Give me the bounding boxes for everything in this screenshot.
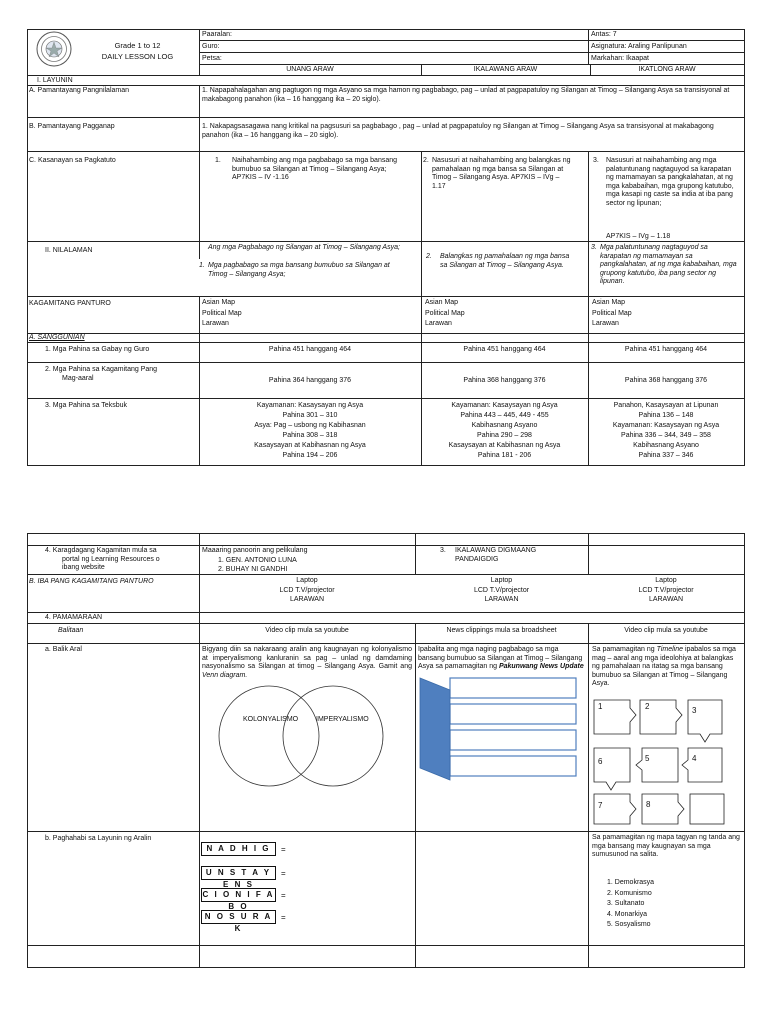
kagamitang-pang-day2: Pahina 368 hanggang 376 [463, 377, 546, 384]
scrambled-word-box: N A D H I G [201, 842, 276, 856]
iba-pang-item: Laptop [655, 577, 677, 584]
teksbuk-line: Pahina 136 – 148 [638, 412, 694, 419]
kagamitan-label: KAGAMITANG PANTURO [29, 300, 111, 307]
timeline-graphic [590, 696, 744, 826]
petsa-field[interactable]: Petsa: [202, 55, 222, 62]
paghahabi-day3-intro: Sa pamamagitan ng mapa tagyan ng tanda ang mga bansang may kaugnayan sa mga sumusunod na salita. [592, 834, 740, 858]
teksbuk-line: Kasaysayan at Kabihasnan ng Asya [448, 442, 561, 449]
guro-field[interactable]: Guro: [202, 43, 220, 50]
kagamitan-day2-item: Political Map [425, 309, 465, 317]
iba-pang-item: LCD T.V/projector [638, 586, 694, 594]
gabay-day3: Pahina 451 hanggang 464 [624, 346, 708, 353]
teksbuk-label: 3. Mga Pahina sa Teksbuk [45, 402, 127, 409]
teksbuk-line: Kayamanan: Kasaysayan ng Asya [451, 402, 558, 409]
teksbuk-line: Kayamanan: Kasaysayan ng Asya [612, 422, 720, 429]
kasanayan-day2: Nasusuri at naihahambing ang balangkas ng pamahalaan ng mga bansa sa Silangan at Timog – Silangang Asya. AP7KIS – IVg – 1.17 [432, 157, 571, 190]
nilalaman-day1-a: Ang mga Pagbabago ng Silangan at Timog – Silangang Asya; [208, 244, 400, 251]
iba-pang-item: Laptop [490, 577, 513, 584]
kasanayan-day1: Naihahambing ang mga pagbabago sa mga bansang bumubuo sa Silangan at Timog – Silangang Asya; AP7KIS – IV -1.16 [232, 157, 398, 181]
kagamitan-day3-item: Larawan [592, 320, 619, 327]
nilalaman-day3: Mga palatuntunang nagtaguyod sa karapatan ng mamamayan sa pangkalahatan, at ng mga kababaihan, mga grupong katutubo, iba pang sector ng lipunan. [600, 244, 737, 285]
teksbuk-line: Panahon, Kasaysayan at Lipunan [613, 402, 719, 409]
balik-aral-day3 [592, 646, 740, 689]
paghahabi-day3-item: 1. Demokrasya [607, 879, 655, 886]
teksbuk-day3 [588, 402, 744, 461]
karagdagang-day1-intro: Maaaring panoorin ang pelikulang [202, 547, 308, 554]
teksbuk-line: Kabihasnang Asyano [471, 422, 538, 429]
teksbuk-day2 [421, 402, 588, 461]
equals-sign: = [281, 913, 286, 922]
gabay-day2: Pahina 451 hanggang 464 [463, 346, 546, 353]
deped-seal-icon [36, 31, 72, 67]
kagamitan-day3-item: Asian Map [592, 299, 626, 306]
balik-aral-day3-text: Sa pamamagitan ng [592, 646, 657, 653]
balik-aral-day2-text: Ipabalita ang mga naging pagbabago sa mga bansang bumubuo sa Silangan at Timog – Silangang Asya sa pamamagitan ng [418, 646, 583, 670]
timeline-box-8 [642, 794, 684, 824]
balik-aral-day1 [202, 646, 412, 680]
iba-pang-item: LCD T.V/projector [473, 586, 530, 594]
iba-pang-item: LARAWAN [289, 596, 325, 603]
karagdagang-label-line: 4. Karagdagang Kagamitan mula sa [45, 547, 157, 554]
karagdagang-day2-num: 3. [440, 547, 446, 554]
venn-diagram-term: Venn diagram. [202, 671, 248, 679]
nilalaman-day2-num: 2. [426, 253, 432, 260]
teksbuk-line: Asya: Pag – usbong ng Kabihasnan [254, 422, 366, 429]
venn-right-circle [283, 686, 383, 786]
timeline-num: 7 [598, 801, 603, 810]
timeline-box-9 [690, 794, 724, 824]
layunin-label: I. LAYUNIN [37, 77, 73, 84]
balik-aral-day1-text: Bigyang diin sa nakaraang aralin ang kaugnayan ng kolonyalismo at imperyalismong kanluranin sa pag – unlad ng damdaming nasyonalismo sa Silangan at timog – Silangang Asya. Gamit ang [202, 646, 412, 670]
pamantayan-sa-pagganap-label: B. Pamantayang Pagganap [29, 123, 115, 130]
paghahabi-day3-item: 2. Komunismo [607, 889, 652, 897]
kagamitan-day1 [202, 299, 242, 329]
kagamitan-day1-item: Political Map [202, 309, 242, 317]
kagamitang-pang-day1: Pahina 364 hanggang 376 [268, 377, 352, 384]
day1-header: UNANG ARAW [286, 66, 334, 73]
news-update-graphic [418, 676, 584, 782]
kasanayan-day2-num: 2. [423, 157, 429, 164]
karagdagang-day1-item: 1. GEN. ANTONIO LUNA [218, 556, 297, 564]
kasanayan-day3-code: AP7KIS – IVg – 1.18 [606, 233, 671, 240]
paghahabi-day3-item: 4. Monarkiya [607, 910, 648, 918]
kagamitan-day2 [425, 299, 465, 329]
teksbuk-line: Pahina 194 – 206 [282, 452, 338, 459]
kagamitan-day1-item: Asian Map [202, 299, 236, 306]
news-line-1 [450, 678, 576, 698]
karagdagang-label-line: ibang website [62, 564, 105, 571]
news-banner [420, 678, 450, 780]
doc-title: DAILY LESSON LOG [101, 52, 174, 61]
kagamitan-day2-item: Larawan [425, 320, 452, 327]
kagamitang-pang-day3: Pahina 368 hanggang 376 [624, 377, 708, 384]
iba-pang-day3 [588, 577, 744, 605]
paghahabi-day3-item: 3. Sultanato [607, 900, 645, 907]
news-line-4 [450, 756, 576, 776]
kagamitan-day3-item: Political Map [592, 309, 632, 317]
timeline-num: 8 [646, 800, 651, 809]
paaralan-field[interactable]: Paaralan: [202, 31, 232, 38]
balitaan-day1: Video clip mula sa youtube [265, 627, 349, 634]
timeline-num: 5 [645, 754, 650, 763]
news-line-3 [450, 730, 576, 750]
pamamaraan-label: 4. PAMAMARAAN [45, 614, 103, 621]
deped-seal [36, 31, 72, 67]
kasanayan-day3: Nasusuri at naihahambing ang mga palatuntunang nagtaguyod sa karapatan ng mamamayan sa pangkalahatan, at ng mga kababaihan, mga grupong katutubo, mga kasapi ng caste sa india at iba pang sector ng lipunan; [606, 157, 734, 207]
scrambled-word-box: C I O N I F A B O [202, 890, 275, 911]
timeline-num: 1 [598, 702, 603, 711]
balitaan-day2: News clippings mula sa broadsheet [446, 627, 557, 634]
balik-aral-label: a. Balik Aral [45, 646, 82, 653]
gabay-day1: Pahina 451 hanggang 464 [268, 346, 352, 353]
paghahabi-label: b. Paghahabi sa Layunin ng Aralin [45, 835, 152, 842]
teksbuk-line: Pahina 443 – 445, 449 - 455 [460, 412, 549, 419]
antas-field[interactable]: Antas: 7 [591, 31, 617, 38]
iba-pang-item: LCD T.V/projector [279, 586, 335, 594]
gabay-label: 1. Mga Pahina sa Gabay ng Guro [45, 346, 150, 353]
news-line-2 [450, 704, 576, 724]
equals-sign: = [281, 891, 286, 900]
timeline-term: Timeline [656, 646, 683, 653]
sanggunian-label: A. SANGGUNIAN [29, 334, 85, 341]
teksbuk-line: Pahina 181 - 206 [477, 452, 532, 459]
venn-left-label: KOLONYALISMO [243, 716, 299, 723]
karagdagang-label-line: portal ng Learning Resources o [62, 555, 160, 563]
day2-header: IKALAWANG ARAW [473, 66, 538, 73]
venn-diagram [205, 682, 410, 792]
paghahabi-day3-item: 5. Sosyalismo [607, 921, 651, 928]
equals-sign: = [281, 869, 286, 878]
kagamitang-pang-label-1: 2. Mga Pahina sa Kagamitang Pang [45, 366, 158, 373]
day3-header: IKATLONG ARAW [638, 66, 696, 73]
pamantayang-pangnilalaman-label: A. Pamantayang Pangnilalaman [29, 87, 130, 94]
kasanayan-day3-num: 3. [593, 157, 599, 164]
markahan-field[interactable]: Markahan: Ikaapat [591, 55, 649, 62]
pamantayang-pangnilalaman-text: 1. Napapahalagahan ang pagtugon ng mga Asyano sa mga hamon ng pagbabago, pag – unlad at pagpapatuloy ng Silangan at Timog – Silangang Asya sa transisyonal at makabagong panahon (ika – 16 hanggang ika – 20 siglo). [202, 87, 730, 103]
teksbuk-line: Pahina 336 – 344, 349 – 358 [621, 432, 711, 439]
balik-aral-day2 [418, 646, 584, 672]
timeline-num: 3 [692, 706, 697, 715]
grade-label: Grade 1 to 12 [114, 41, 161, 50]
teksbuk-line: Kabihasnang Asyano [633, 442, 699, 449]
pamantayan-sa-pagganap-text: 1. Nakapagsasagawa nang kritikal na pagsusuri sa pagbabago , pag – unlad at pagpapatuloy ng Silangan at Timog – Silangang Asya sa transisyonal at makabagong panahon (ika – 16 hanggang ika – 20 siglo). [202, 123, 714, 139]
iba-pang-item: LARAWAN [484, 596, 519, 603]
karagdagang-day1-item: 2. BUHAY NI GANDHI [218, 566, 288, 573]
kagamitang-pang-label-2: Mag-aaral [62, 375, 94, 382]
iba-pang-item: LARAWAN [648, 596, 684, 603]
kagamitan-day2-item: Asian Map [425, 299, 459, 306]
iba-pang-item: Laptop [296, 577, 318, 584]
balitaan-label: Balitaan [58, 627, 84, 634]
kasanayan-label: C. Kasanayan sa Pagkatuto [29, 157, 116, 164]
iba-pang-day2 [415, 577, 588, 605]
kasanayan-day1-num: 1. [215, 157, 221, 164]
iba-pang-label: B. IBA PANG KAGAMITANG PANTURO [29, 578, 154, 585]
nilalaman-day1-b-num: 1. [199, 262, 205, 269]
balitaan-day3: Video clip mula sa youtube [624, 627, 708, 634]
paghahabi-day3-list [607, 879, 654, 930]
timeline-num: 4 [692, 754, 697, 763]
asignatura-field[interactable]: Asignatura: Araling Panlipunan [591, 43, 687, 50]
equals-sign: = [281, 845, 286, 854]
scrambled-word-box: U N S T A Y E N S [201, 866, 276, 880]
timeline-box-4 [682, 748, 722, 782]
teksbuk-day1 [199, 402, 421, 461]
venn-right-label: IMPERYALISMO [316, 716, 369, 723]
scrambled-word-box: N O S U R A K [201, 910, 276, 924]
karagdagang-day2: IKALAWANG DIGMAANG PANDAIGDIG [455, 547, 537, 563]
kagamitan-day3 [592, 299, 632, 329]
nilalaman-day3-num: 3. [591, 244, 597, 251]
venn-left-circle [219, 686, 319, 786]
kagamitan-day1-item: Larawan [202, 320, 229, 327]
teksbuk-line: Kayamanan: Kasaysayan ng Asya [256, 402, 364, 409]
karagdagang-day1 [202, 547, 307, 575]
nilalaman-day1-b: Mga pagbabago sa mga bansang bumubuo sa Silangan at Timog – Silangang Asya; [208, 262, 390, 278]
nilalaman-label: II. NILALAMAN [45, 247, 93, 254]
timeline-box-5 [636, 748, 678, 782]
teksbuk-line: Pahina 290 – 298 [477, 432, 532, 439]
timeline-box-6 [594, 748, 630, 790]
teksbuk-line: Pahina 301 – 310 [282, 412, 338, 419]
teksbuk-line: Pahina 308 – 318 [282, 432, 338, 439]
timeline-num: 2 [645, 702, 650, 711]
iba-pang-day1 [199, 577, 415, 605]
balik-aral-day3-text-2: ipabalos sa mga mag – aaral ang mga ideolohiya at balangkas ng pamahalaan na itatag sa mga bansang bumubuo sa Silangan at Timog – Silangang Asya. [592, 646, 736, 687]
nilalaman-day2: Balangkas ng pamahalaan ng mga bansa sa Silangan at Timog – Silangang Asya. [440, 253, 570, 269]
news-update-term: Pakunwang News Update [498, 663, 584, 670]
karagdagang-label [45, 547, 160, 573]
teksbuk-line: Kasaysayan at Kabihasnan ng Asya [254, 442, 366, 449]
timeline-num: 6 [598, 757, 603, 766]
teksbuk-line: Pahina 337 – 346 [638, 452, 694, 459]
